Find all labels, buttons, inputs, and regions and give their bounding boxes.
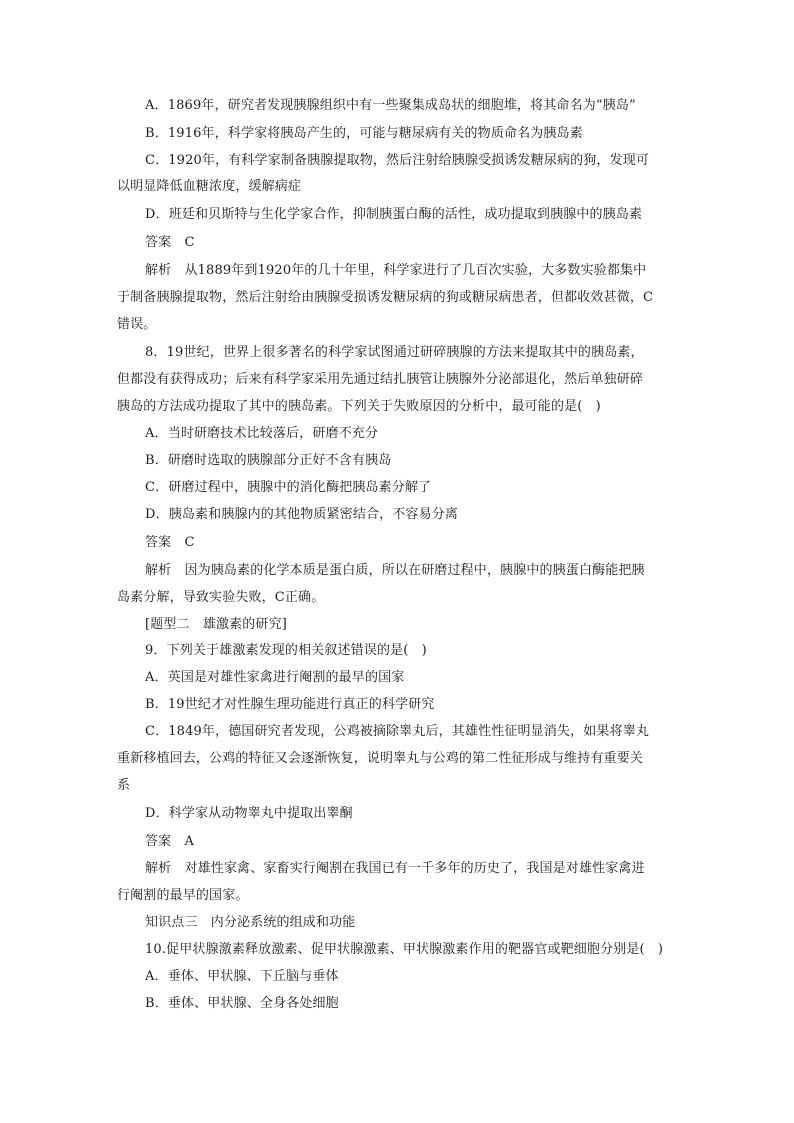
option-b-q9: B．19世纪才对性腺生理功能进行真正的科学研究 bbox=[145, 697, 435, 712]
option-d-q7: D．班廷和贝斯特与生化学家合作，抑制胰蛋白酶的活性，成功提取到胰腺中的胰岛素 bbox=[145, 207, 643, 222]
option-b-q10: B．垂体、甲状腺、全身各处细胞 bbox=[145, 996, 339, 1011]
question-9: 9．下列关于雄激素发现的相关叙述错误的是( ) bbox=[145, 643, 427, 658]
option-c-q9-cont2: 系 bbox=[117, 778, 131, 793]
analysis-q8-cont: 岛素分解，导致实验失败，C正确。 bbox=[117, 590, 325, 605]
option-d-q9: D．科学家从动物睾丸中提取出睾酮 bbox=[145, 806, 353, 821]
answer-q8: 答案 C bbox=[145, 535, 195, 550]
question-8-cont1: 但都没有获得成功；后来有科学家采用先通过结扎胰管让胰腺外分泌部退化，然后单独研碎 bbox=[117, 372, 644, 387]
question-8: 8．19世纪，世界上很多著名的科学家试图通过研碎胰腺的方法来提取其中的胰岛素， bbox=[145, 345, 644, 360]
option-c-q9: C．1849年，德国研究者发现，公鸡被摘除睾丸后，其雄性性征明显消失，如果将睾丸 bbox=[145, 724, 650, 739]
option-b-q7: B．1916年，科学家将胰岛产生的，可能与糖尿病有关的物质命名为胰岛素 bbox=[145, 126, 583, 141]
analysis-q8: 解析 因为胰岛素的化学本质是蛋白质，所以在研磨过程中，胰腺中的胰蛋白酶能把胰 bbox=[145, 563, 645, 578]
analysis-q7-cont2: 错误。 bbox=[117, 317, 157, 332]
knowledge-point-3-heading: 知识点三 内分泌系统的组成和功能 bbox=[145, 915, 356, 930]
answer-q7: 答案 C bbox=[145, 235, 195, 250]
option-c-q9-cont1: 重新移植回去，公鸡的特征又会逐渐恢复，说明睾丸与公鸡的第二性征形成与维持有重要关 bbox=[117, 751, 644, 766]
answer-q9: 答案 A bbox=[145, 834, 194, 849]
option-b-q8: B．研磨时选取的胰腺部分正好不含有胰岛 bbox=[145, 453, 392, 468]
option-a-q8: A．当时研磨技术比较落后，研磨不充分 bbox=[145, 426, 379, 441]
analysis-q9-cont: 行阉割的最早的国家。 bbox=[117, 888, 249, 903]
option-c-q7: C．1920年，有科学家制备胰腺提取物，然后注射给胰腺受损诱发糖尿病的狗，发现可 bbox=[145, 153, 650, 168]
option-c-q7-cont: 以明显降低血糖浓度，缓解病症 bbox=[117, 179, 302, 194]
question-10: 10.促甲状腺激素释放激素、促甲状腺激素、甲状腺激素作用的靶器官或靶细胞分别是( ) bbox=[145, 942, 664, 957]
section-heading-type2: [题型二 雄激素的研究] bbox=[145, 617, 287, 632]
option-a-q9: A．英国是对雄性家禽进行阉割的最早的国家 bbox=[145, 670, 405, 685]
option-c-q8: C．研磨过程中，胰腺中的消化酶把胰岛素分解了 bbox=[145, 480, 432, 495]
option-a-q7: A．1869年，研究者发现胰腺组织中有一些聚集成岛状的细胞堆，将其命名为“胰岛” bbox=[145, 98, 636, 113]
option-d-q8: D．胰岛素和胰腺内的其他物质紧密结合，不容易分离 bbox=[145, 507, 459, 522]
analysis-q9: 解析 对雄性家禽、家畜实行阉割在我国已有一千多年的历史了，我国是对雄性家禽进 bbox=[145, 861, 645, 876]
question-8-cont2: 胰岛的方法成功提取了其中的胰岛素。下列关于失败原因的分析中，最可能的是( ) bbox=[117, 399, 601, 414]
option-a-q10: A．垂体、甲状腺、下丘脑与垂体 bbox=[145, 969, 339, 984]
analysis-q7: 解析 从1889年到1920年的几十年里，科学家进行了几百次实验，大多数实验都集中 bbox=[145, 263, 647, 278]
analysis-q7-cont1: 于制备胰腺提取物，然后注射给由胰腺受损诱发糖尿病的狗或糖尿病患者，但都收效甚微，C bbox=[117, 290, 654, 305]
